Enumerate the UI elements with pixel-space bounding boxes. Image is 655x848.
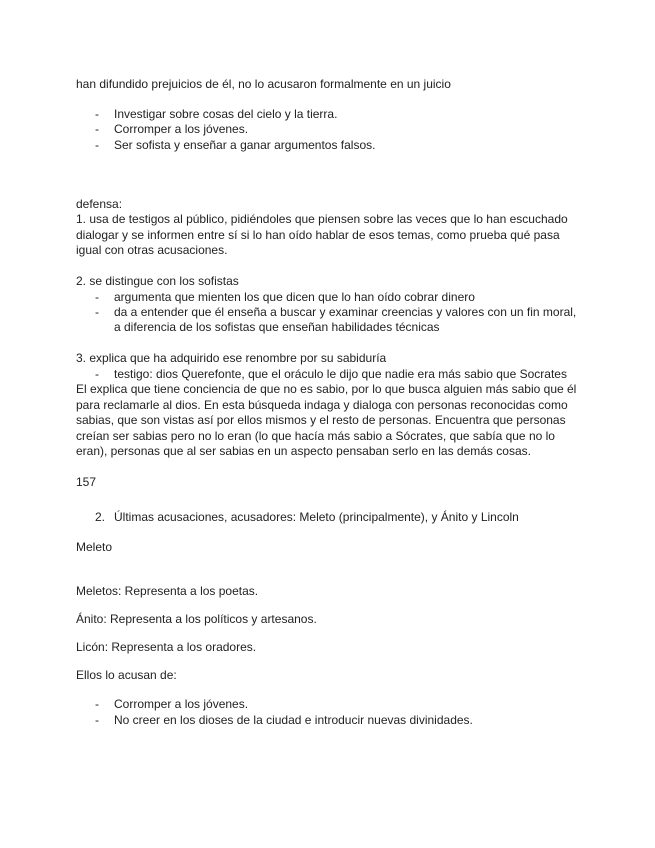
accuser-line: Ánito: Representa a los políticos y artesanos. [76, 612, 317, 626]
accuser-line: Licón: Representa a los oradores. [76, 640, 257, 654]
bullet-dash: - [95, 697, 99, 711]
point1-line: dialogar y se informen entre sí si lo han oído hablar de esos temas, como prueba qué pasa [76, 228, 560, 242]
bullet-dash: - [95, 367, 99, 381]
intro-list-item-text: Corromper a los jóvenes. [114, 122, 249, 136]
point2-list-item-text: da a entender que él enseña a buscar y examinar creencias y valores con un fin moral, [114, 305, 577, 319]
point3-list-item-text: testigo: dios Querefonte, que el oráculo le dijo que nadie era más sabio que Socrates [114, 367, 567, 381]
point3-title: 3. explica que ha adquirido ese renombre por su sabiduría [76, 351, 387, 365]
accusation-item-text: Corromper a los jóvenes. [114, 697, 249, 711]
point1-line: 1. usa de testigos al público, pidiéndoles que piensen sobre las veces que lo han escuchado [76, 212, 568, 226]
point3-line: creían ser sabias pero no lo eran (lo que hacía más sabio a Sócrates, que sabía que no lo [76, 429, 555, 443]
point2-title: 2. se distingue con los sofistas [76, 274, 239, 288]
accusation-item-text: No creer en los dioses de la ciudad e introducir nuevas divinidades. [114, 713, 473, 727]
accuse-intro: Ellos lo acusan de: [76, 668, 177, 682]
point3-line: para reclamarle al dios. En esta búsqueda indaga y dialoga con personas reconocidas como [76, 398, 568, 412]
meleto-heading: Meleto [76, 540, 113, 554]
point3-line: eran), personas que al ser sabias en un aspecto pensaban serlo en las demás cosas. [76, 444, 531, 458]
point3-line: El explica que tiene conciencia de que no es sabio, por lo que busca alguien más sabio que él [76, 382, 577, 396]
bullet-dash: - [95, 122, 99, 136]
bullet-dash: - [95, 107, 99, 121]
section2-title: Últimas acusaciones, acusadores: Meleto (principalmente), y Ánito y Lincoln [114, 510, 519, 524]
section2-number: 2. [95, 510, 106, 524]
point2-continuation: a diferencia de los sofistas que enseñan habilidades técnicas [114, 320, 440, 334]
bullet-dash: - [95, 290, 99, 304]
point2-list-item-text: argumenta que mienten los que dicen que lo han oído cobrar dinero [114, 290, 475, 304]
intro-list-item-text: Ser sofista y enseñar a ganar argumentos falsos. [114, 138, 376, 152]
defensa-label: defensa: [76, 197, 123, 211]
point1-line: igual con otras acusaciones. [76, 243, 228, 257]
accuser-line: Meletos: Representa a los poetas. [76, 584, 259, 598]
point3-line: sabias, que son vistas así por ellos mismos y el resto de personas. Encuentra que personas [76, 413, 566, 427]
bullet-dash: - [95, 138, 99, 152]
intro-line: han difundido prejuicios de él, no lo acusaron formalmente en un juicio [76, 77, 451, 91]
bullet-dash: - [95, 713, 99, 727]
intro-list-item-text: Investigar sobre cosas del cielo y la tierra. [114, 107, 338, 121]
page-number: 157 [76, 475, 97, 489]
bullet-dash: - [95, 305, 99, 319]
